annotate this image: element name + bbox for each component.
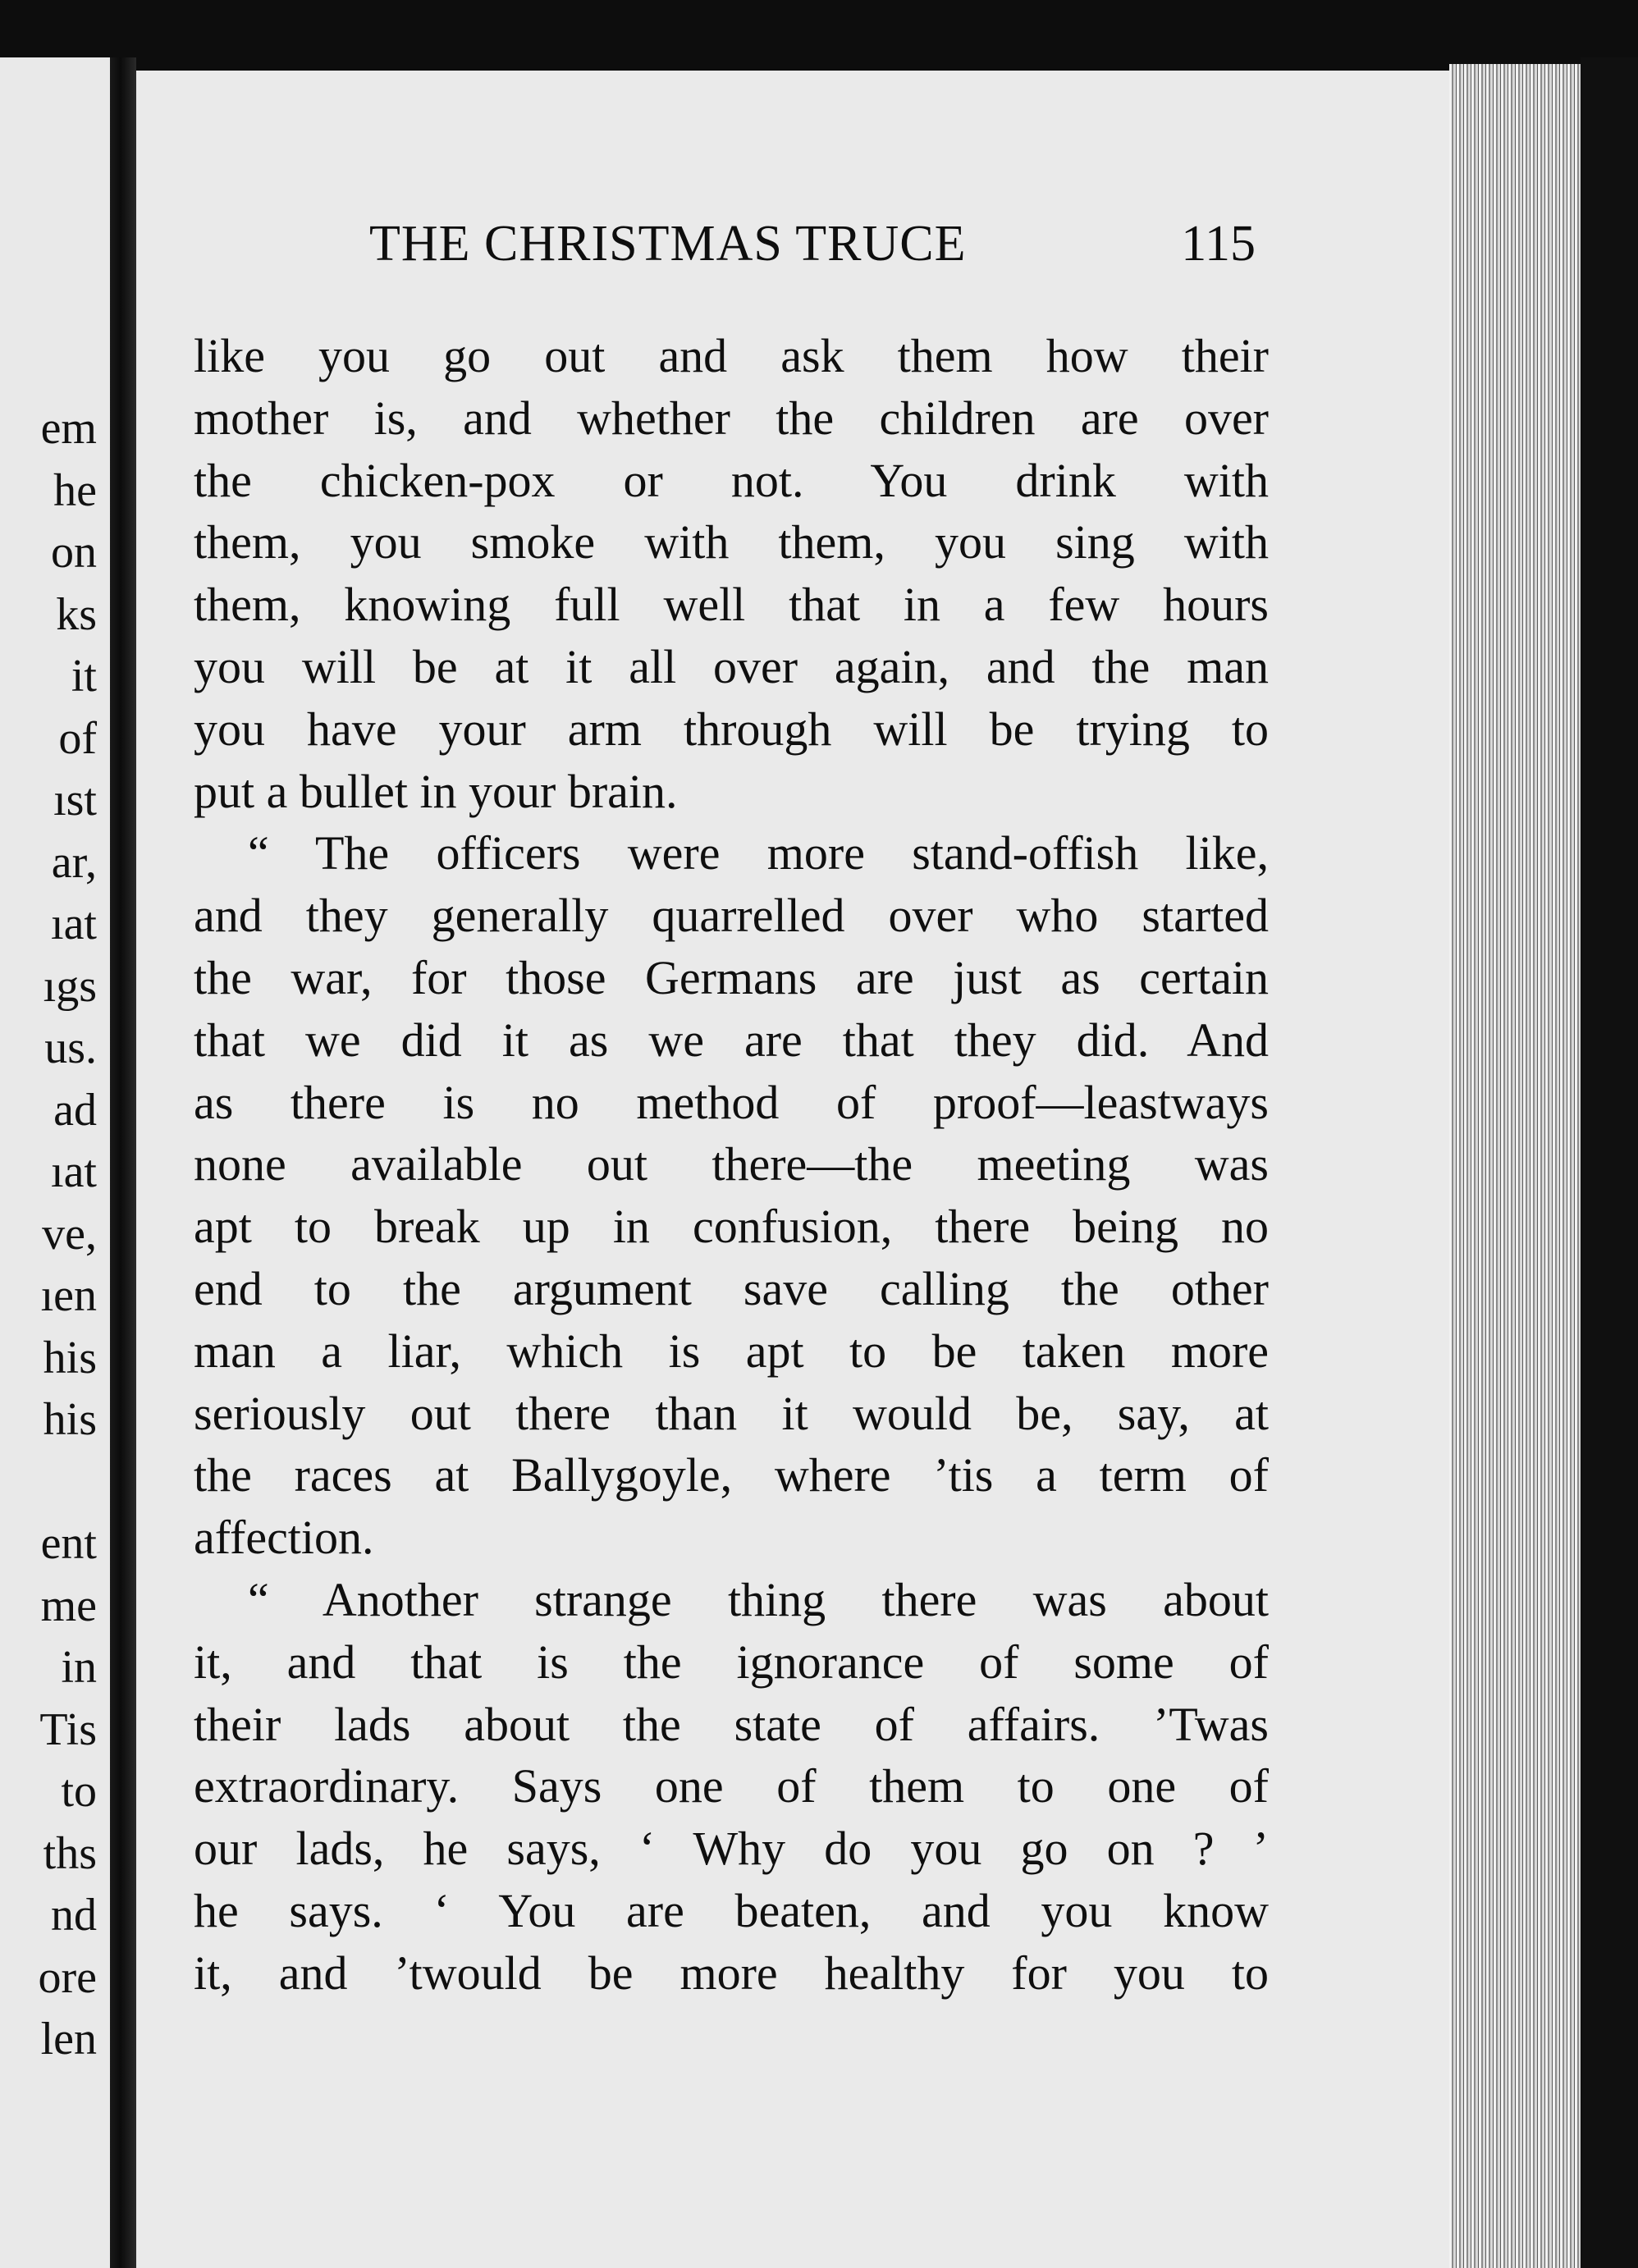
page-edges: [1449, 64, 1581, 2268]
text-line: that we did it as we are that they did. And: [194, 1013, 1269, 1067]
text-line: you have your arm through will be trying to: [194, 702, 1269, 756]
text-line: none available out there—the meeting was: [194, 1137, 1269, 1191]
text-line: like you go out and ask them how their: [194, 329, 1269, 382]
text-line: “ Another strange thing there was about: [248, 1572, 1269, 1626]
text-line: and they generally quarrelled over who started: [194, 889, 1269, 943]
text-line: extraordinary. Says one of them to one of: [194, 1759, 1269, 1813]
previous-page-fragment: on: [51, 527, 97, 578]
text-line: as there is no method of proof—leastways: [194, 1075, 1269, 1129]
chapter-title: THE CHRISTMAS TRUCE: [369, 216, 967, 272]
previous-page-fragment: it: [71, 651, 97, 702]
previous-page-fragment: in: [61, 1642, 97, 1693]
body-text: [194, 325, 1269, 2005]
text-line: seriously out there than it would be, say, at: [194, 1386, 1269, 1440]
book-gutter: [110, 57, 136, 2268]
paragraph: [194, 325, 1269, 822]
text-line: it, and that is the ignorance of some of: [194, 1635, 1269, 1689]
previous-page-fragment: ıat: [51, 899, 97, 949]
previous-page-text: [0, 398, 110, 2071]
previous-page-fragment: ths: [43, 1827, 97, 1879]
previous-page-fragment: ıst: [53, 775, 97, 825]
text-line: them, knowing full well that in a few hours: [194, 578, 1269, 632]
previous-page-fragment: em: [40, 403, 97, 454]
text-line: affection.: [194, 1511, 374, 1565]
text-line: them, you smoke with them, you sing with: [194, 515, 1269, 569]
previous-page-fragment: ad: [53, 1084, 97, 1136]
text-line: the races at Ballygoyle, where ’tis a term of: [194, 1448, 1269, 1502]
previous-page-fragment: ks: [56, 588, 97, 640]
text-line: it, and ’twould be more healthy for you to: [194, 1946, 1269, 2000]
previous-page-fragment: he: [53, 464, 97, 516]
text-line: mother is, and whether the children are over: [194, 391, 1269, 445]
previous-page-fragment: ve,: [42, 1208, 97, 1260]
previous-page-fragment: of: [58, 712, 97, 764]
text-line: “ The officers were more stand-offish like,: [248, 826, 1269, 880]
text-line: man a liar, which is apt to be taken more: [194, 1324, 1269, 1378]
previous-page-fragment: len: [40, 2014, 97, 2065]
background-shadow: [1581, 57, 1638, 2268]
previous-page-fragment: ar,: [51, 836, 97, 888]
previous-page-fragment: his: [43, 1332, 97, 1383]
text-line: their lads about the state of affairs. ’Twas: [194, 1697, 1269, 1751]
text-line: he says. ‘ You are beaten, and you know: [194, 1883, 1269, 1937]
text-line: put a bullet in your brain.: [194, 764, 678, 818]
previous-page-fragment: ent: [40, 1518, 97, 1569]
paragraph: [194, 1569, 1269, 2005]
text-line: the chicken-pox or not. You drink with: [194, 453, 1269, 507]
previous-page-fragment: nd: [51, 1890, 97, 1941]
previous-page-fragment: ore: [38, 1951, 97, 2003]
text-line: end to the argument save calling the other: [194, 1261, 1269, 1315]
text-line: the war, for those Germans are just as certain: [194, 950, 1269, 1004]
previous-page-fragment: ıen: [40, 1270, 97, 1321]
text-line: apt to break up in confusion, there being no: [194, 1200, 1269, 1254]
text-line: you will be at it all over again, and the man: [194, 639, 1269, 693]
previous-page-fragment: me: [40, 1580, 97, 1631]
previous-page-fragment: us.: [44, 1022, 97, 1073]
previous-page-fragment: Tis: [39, 1703, 97, 1755]
previous-page-fragment: ıat: [51, 1146, 97, 1197]
text-line: our lads, he says, ‘ Why do you go on ? ’: [194, 1822, 1269, 1876]
previous-page: [0, 57, 110, 2268]
page-number: 115: [1181, 216, 1256, 272]
running-head: [369, 215, 1256, 281]
previous-page-fragment: [0, 1452, 110, 1514]
previous-page-fragment: ıgs: [43, 960, 97, 1012]
previous-page-fragment: his: [43, 1394, 97, 1445]
previous-page-fragment: to: [61, 1766, 97, 1817]
paragraph: [194, 822, 1269, 1569]
